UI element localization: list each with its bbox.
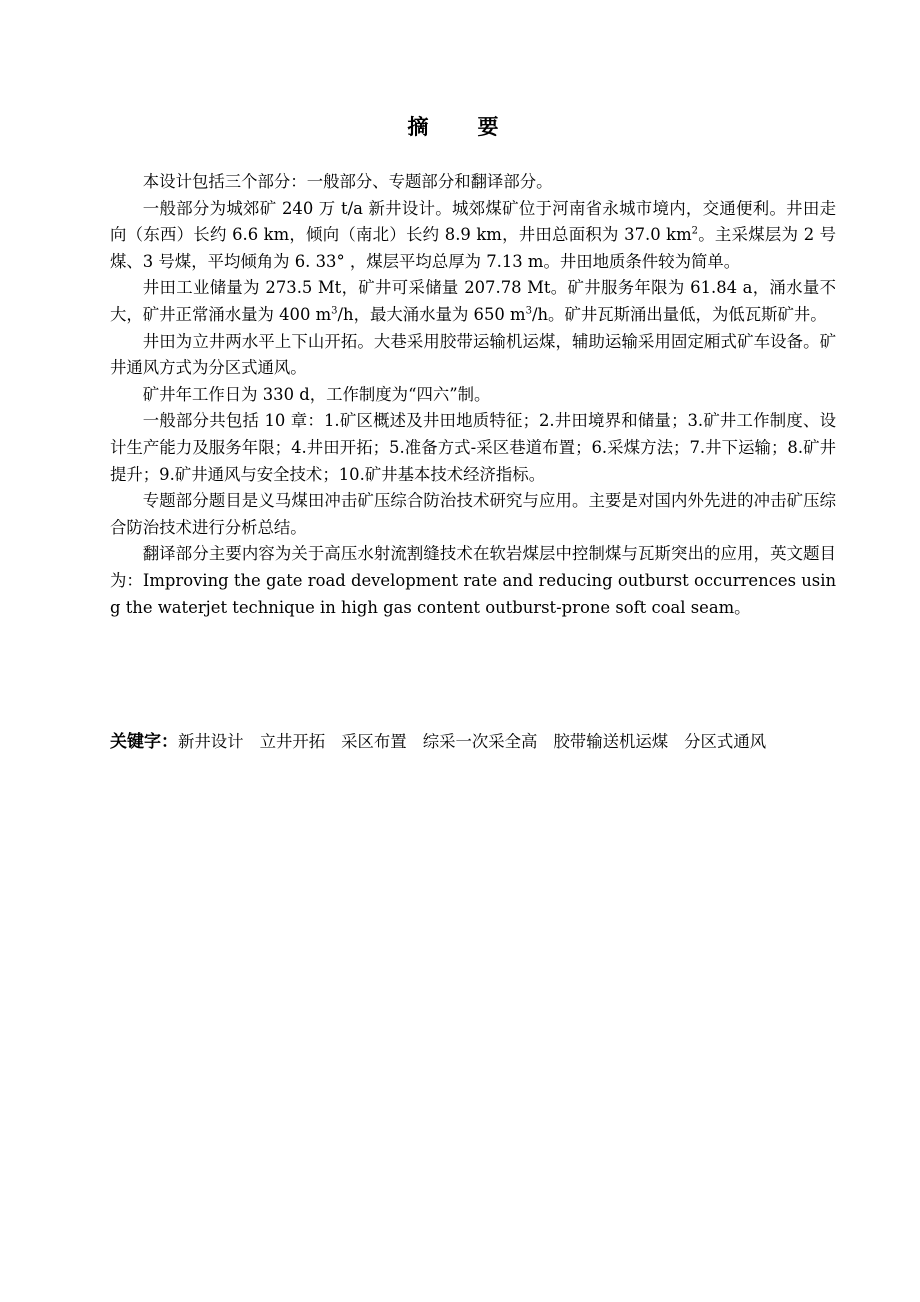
- keyword-item: 胶带输送机运煤: [553, 732, 669, 751]
- paragraph-reserves: [110, 275, 836, 328]
- superscript: 2: [691, 225, 698, 237]
- keyword-item: 新井设计: [178, 732, 244, 751]
- superscript: 3: [525, 305, 532, 317]
- keywords-label: 关键字：: [110, 732, 178, 752]
- paragraph-text: 一般部分为城郊矿 240 万 t/a 新井设计。城郊煤矿位于河南省永城市境内，交通便利。井田走向（东西）长约 6.6 km，倾向（南北）长约 8.9 km，井田总面积为 37.0 km: [110, 198, 836, 245]
- keyword-item: 分区式通风: [684, 732, 767, 751]
- paragraph-text: 井田工业储量为 273.5 Mt，矿井可采储量 207.78 Mt。矿井服务年限为 61.84 a，涌水量不大，矿井正常涌水量为 400 m: [110, 278, 836, 324]
- keyword-item: 立井开拓: [259, 732, 326, 751]
- keywords: [110, 729, 836, 756]
- paragraph-text: 。主采煤层为 2 号煤、3 号煤，平均倾角为 6. 33° ，煤层平均总厚为 7.13 m。井田地质条件较为简单。: [110, 225, 836, 271]
- abstract-body: [110, 169, 836, 621]
- keyword-item: 综采一次采全高: [422, 732, 538, 751]
- superscript: 3: [331, 305, 338, 317]
- paragraph-translation: 翻译部分主要内容为关于高压水射流割缝技术在软岩煤层中控制煤与瓦斯突出的应用，英文题目为：Improving the gate road development rate and reducing outburst occurrences using the waterjet technique in high gas content outburst-prone soft coal seam。: [110, 544, 836, 617]
- paragraph-text: /h。矿井瓦斯涌出量低，为低瓦斯矿井。: [531, 304, 827, 324]
- paragraph-text: /h，最大涌水量为 650 m: [337, 304, 526, 324]
- abstract-title: 摘 要: [407, 115, 513, 139]
- paragraph-general-part: [110, 196, 836, 276]
- paragraph-overview: 本设计包括三个部分：一般部分、专题部分和翻译部分。: [142, 172, 553, 191]
- paragraph-development: 井田为立井两水平上下山开拓。大巷采用胶带运输机运煤，辅助运输采用固定厢式矿车设备。矿井通风方式为分区式通风。: [110, 331, 836, 378]
- paragraph-chapters: 一般部分共包括 10 章：1.矿区概述及井田地质特征；2.井田境界和储量；3.矿井工作制度、设计生产能力及服务年限；4.井田开拓；5.准备方式-采区巷道布置；6.采煤方法；7.井下运输；8.矿井提升；9.矿井通风与安全技术；10.矿井基本技术经济指标。: [110, 411, 836, 484]
- paragraph-special-topic: 专题部分题目是义马煤田冲击矿压综合防治技术研究与应用。主要是对国内外先进的冲击矿压综合防治技术进行分析总结。: [110, 491, 836, 537]
- keyword-item: 采区布置: [341, 732, 407, 751]
- paragraph-work-schedule: 矿井年工作日为 330 d，工作制度为“四六”制。: [142, 384, 491, 404]
